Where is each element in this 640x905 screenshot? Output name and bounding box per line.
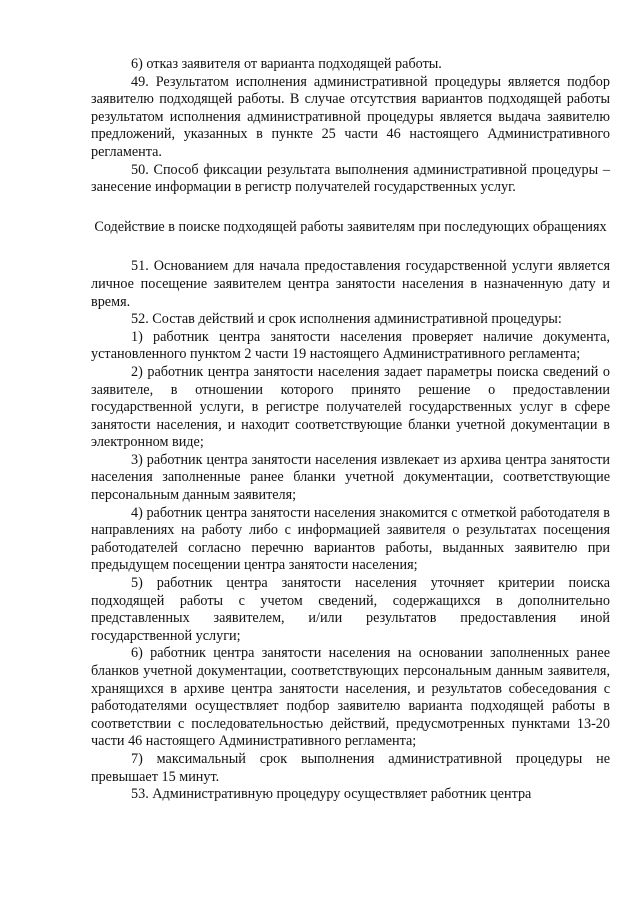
paragraph-6-refusal: 6) отказ заявителя от варианта подходящей работы. xyxy=(131,56,442,72)
list-item-6: 6) работник центра занятости населения на основании заполненных ранее бланков учетной документации, соответствующих персональным данным заявителя, хранящихся в архиве центра занятости населения, и результатов собеседования с работодателями осуществляет подбор заявителю варианта подходящей работы в соответствии с последовательностью действий, предусмотренных пунктами 13-20 части 46 настоящего Административного регламента; xyxy=(91,645,610,750)
list-item-1: 1) работник центра занятости населения проверяет наличие документа, установленного пунктом 2 части 19 настоящего Административного регламента; xyxy=(91,328,610,363)
list-item-2: 2) работник центра занятости населения задает параметры поиска сведений о заявителе, в отношении которого принято решение о предоставлении государственной услуги, в регистре получателей государственных услуг в сфере занятости населения, и находит соответствующие бланки учетной документации в электронном виде; xyxy=(91,363,610,451)
list-item-4: 4) работник центра занятости населения знакомится с отметкой работодателя в направлениях на работу либо с информацией заявителя о результатах посещения работодателей согласно перечню вариантов работы, выданных заявителю при предыдущем посещении центра занятости населения; xyxy=(91,504,610,574)
paragraph-49: 49. Результатом исполнения административной процедуры является подбор заявителю подходящей работы. В случае отсутствия вариантов подходящей работы результатом исполнения административной процедуры является выдача заявителю предложений, указанных в пункте 25 части 46 настоящего Административного регламента. xyxy=(91,73,610,160)
list-item-5: 5) работник центра занятости населения уточняет критерии поиска подходящей работы с учетом сведений, содержащихся в дополнительно представленных заявителем, и/или результатов предоставления иной государственной услуги; xyxy=(91,575,610,644)
document-page xyxy=(91,56,610,804)
paragraph-53: 53. Административную процедуру осуществляет работник центра xyxy=(131,786,532,803)
paragraph-52: 52. Состав действий и срок исполнения административной процедуры: xyxy=(131,311,562,328)
list-item-3: 3) работник центра занятости населения извлекает из архива центра занятости населения заполненные ранее бланки учетной документации, соответствующие персональным данным заявителя; xyxy=(91,451,610,504)
paragraph-51: 51. Основанием для начала предоставления государственной услуги является личное посещение заявителем центра занятости населения в назначенную дату и время. xyxy=(91,258,610,310)
paragraph-50: 50. Способ фиксации результата выполнения административной процедуры – занесение информации в регистр получателей государственных услуг. xyxy=(91,161,610,196)
list-item-7: 7) максимальный срок выполнения административной процедуры не превышает 15 минут. xyxy=(91,750,610,785)
section-heading: Содействие в поиске подходящей работы заявителям при последующих обращениях xyxy=(94,218,607,235)
